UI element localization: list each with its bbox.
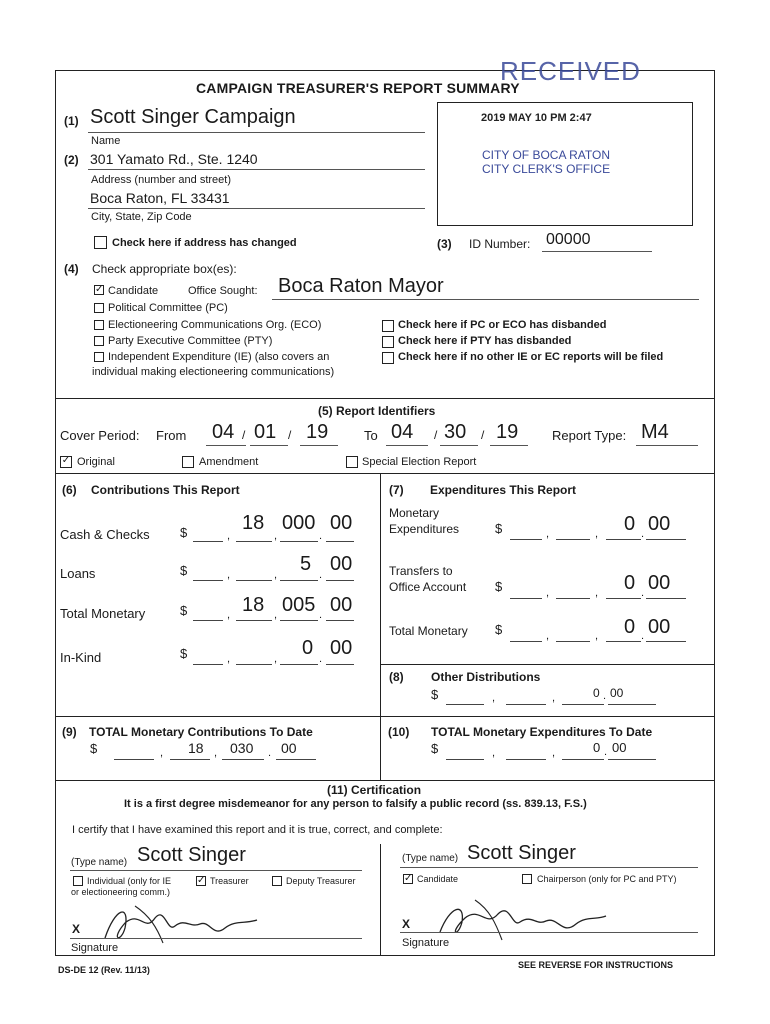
comma: , [595, 528, 599, 540]
section-10-number: (10) [388, 725, 410, 739]
pty-disbanded-checkbox[interactable] [382, 336, 394, 348]
ie-label-continued: individual making electioneering communications) [92, 366, 335, 378]
in-kind-value: 0 [302, 637, 314, 659]
pty-label: Party Executive Committee (PTY) [108, 335, 273, 347]
total-cents: 00 [330, 594, 353, 616]
stamp-city-line2: CITY CLERK'S OFFICE [482, 162, 611, 176]
individual-label: Individual (only for IE [87, 876, 172, 886]
dollar-sign: $ [90, 741, 98, 756]
section-9-number: (9) [62, 725, 77, 739]
pty-disbanded-label: Check here if PTY has disbanded [398, 335, 572, 347]
amendment-checkbox[interactable] [182, 456, 194, 468]
treasurer-checkbox[interactable]: ✓ [197, 875, 206, 886]
name-label: Name [91, 135, 121, 147]
no-other-ie-checkbox[interactable] [382, 352, 394, 364]
candidate-label: Candidate [108, 285, 159, 297]
form-id: DS-DE 12 (Rev. 11/13) [58, 965, 150, 975]
date-slash: / [434, 428, 438, 442]
ie-checkbox[interactable] [94, 352, 104, 362]
individual-checkbox[interactable] [73, 876, 83, 886]
dollar-sign: $ [431, 741, 439, 756]
original-label: Original [77, 456, 115, 468]
dollar-sign: $ [180, 646, 188, 661]
from-month: 04 [212, 421, 235, 443]
total-expenditures-to-date-title: TOTAL Monetary Expenditures To Date [431, 725, 653, 739]
left-signature-image [95, 898, 265, 948]
comma: , [546, 587, 550, 599]
right-signature-x: X [402, 917, 411, 931]
to-label: To [364, 428, 378, 443]
city-value: Boca Raton, FL 33431 [90, 190, 230, 206]
to-year: 19 [496, 421, 519, 443]
original-checkbox[interactable]: ✓ [61, 455, 71, 466]
dollar-sign: $ [180, 525, 188, 540]
comma: , [274, 609, 278, 621]
eco-label: Electioneering Communications Org. (ECO) [108, 319, 322, 331]
special-election-label: Special Election Report [362, 456, 477, 468]
comma: , [274, 653, 278, 665]
decimal: . [319, 530, 323, 542]
chairperson-label: Chairperson (only for PC and PTY) [537, 874, 677, 884]
comma: , [552, 692, 556, 704]
expenditures-total-label: Total Monetary [389, 624, 468, 638]
instructions-note: SEE REVERSE FOR INSTRUCTIONS [518, 960, 674, 970]
address-changed-label: Check here if address has changed [112, 237, 297, 249]
right-type-name-label: (Type name) [402, 853, 459, 864]
certify-statement: I certify that I have examined this report and it is true, correct, and complete: [72, 824, 443, 836]
misdemeanor-warning: It is a first degree misdemeanor for any person to falsify a public record (ss. 839.13, F.S.) [124, 798, 587, 810]
check-boxes-label: Check appropriate box(es): [92, 262, 237, 276]
certification-title: (11) Certification [327, 783, 422, 797]
pc-checkbox[interactable] [94, 303, 104, 313]
total-hundreds: 005 [282, 594, 316, 616]
in-kind-label: In-Kind [60, 650, 102, 665]
id-number-label: ID Number: [469, 237, 531, 251]
other-distributions-value: 0 [593, 686, 600, 700]
no-other-ie-label: Check here if no other IE or EC reports will be filed [398, 351, 664, 363]
contributions-to-date-hundreds: 030 [230, 740, 254, 756]
to-day: 30 [444, 421, 467, 443]
comma: , [492, 747, 496, 759]
comma: , [227, 530, 231, 542]
decimal: . [268, 747, 272, 759]
pc-eco-disbanded-label: Check here if PC or ECO has disbanded [398, 319, 607, 331]
comma: , [160, 747, 164, 759]
comma: , [227, 609, 231, 621]
deputy-treasurer-label: Deputy Treasurer [286, 876, 356, 886]
amendment-label: Amendment [199, 456, 259, 468]
date-slash: / [481, 428, 485, 442]
comma: , [595, 630, 599, 642]
section-4-number: (4) [64, 262, 79, 276]
total-contributions-to-date-title: TOTAL Monetary Contributions To Date [89, 725, 313, 739]
section-6-number: (6) [62, 483, 77, 497]
comma: , [274, 569, 278, 581]
stamp-city-line1: CITY OF BOCA RATON [482, 148, 611, 162]
campaign-name: Scott Singer Campaign [90, 106, 296, 128]
decimal: . [319, 569, 323, 581]
comma: , [595, 587, 599, 599]
comma: , [227, 569, 231, 581]
section-1-number: (1) [64, 114, 79, 128]
decimal: . [641, 630, 645, 642]
other-distributions-cents: 00 [610, 686, 624, 700]
from-year: 19 [306, 421, 329, 443]
monetary-label: Monetary [389, 506, 440, 520]
decimal: . [604, 746, 608, 758]
from-label: From [156, 428, 187, 443]
contributions-to-date-thousands: 18 [188, 740, 204, 756]
comma: , [227, 653, 231, 665]
other-distributions-title: Other Distributions [431, 670, 541, 684]
address-label: Address (number and street) [91, 174, 232, 186]
address-changed-checkbox[interactable] [94, 236, 107, 249]
left-type-name-label: (Type name) [71, 857, 128, 868]
contributions-title: Contributions This Report [91, 483, 240, 497]
candidate-checkbox[interactable]: ✓ [95, 284, 104, 295]
office-account-label: Office Account [389, 580, 467, 594]
total-monetary-label: Total Monetary [60, 606, 146, 621]
left-signature-label: Signature [71, 942, 119, 954]
decimal: . [641, 528, 645, 540]
left-signature-x: X [72, 922, 81, 936]
chairperson-checkbox[interactable] [522, 874, 532, 884]
expenditures-label: Expenditures [389, 522, 460, 536]
received-stamp: RECEIVED [500, 56, 641, 86]
right-candidate-label: Candidate [417, 874, 459, 884]
report-type-label: Report Type: [552, 428, 627, 443]
expenditures-total-value: 0 [624, 616, 636, 638]
pc-eco-disbanded-checkbox[interactable] [382, 320, 394, 332]
cash-cents: 00 [330, 512, 353, 534]
contributions-to-date-cents: 00 [281, 740, 297, 756]
right-signature-label: Signature [402, 937, 450, 949]
comma: , [546, 528, 550, 540]
date-slash: / [288, 428, 292, 442]
decimal: . [319, 653, 323, 665]
right-candidate-checkbox[interactable]: ✓ [404, 873, 413, 884]
decimal: . [603, 690, 607, 702]
cover-period-label: Cover Period: [60, 428, 140, 443]
treasurer-label: Treasurer [210, 876, 249, 886]
comma: , [214, 747, 218, 759]
pc-label: Political Committee (PC) [108, 302, 228, 314]
loans-label: Loans [60, 566, 96, 581]
deputy-treasurer-checkbox[interactable] [272, 876, 282, 886]
dollar-sign: $ [180, 603, 188, 618]
in-kind-cents: 00 [330, 637, 353, 659]
cash-hundreds: 000 [282, 512, 316, 534]
monetary-expenditures-cents: 00 [648, 513, 671, 535]
dollar-sign: $ [431, 687, 439, 702]
section-7-number: (7) [389, 483, 404, 497]
from-day: 01 [254, 421, 277, 443]
eco-checkbox[interactable] [94, 320, 104, 330]
cash-thousands: 18 [242, 512, 265, 534]
decimal: . [319, 609, 323, 621]
form-title: CAMPAIGN TREASURER'S REPORT SUMMARY [196, 80, 520, 96]
transfers-label: Transfers to [389, 564, 453, 578]
loans-hundreds: 5 [300, 553, 312, 575]
comma: , [492, 692, 496, 704]
dollar-sign: $ [495, 521, 503, 536]
report-identifiers-title: (5) Report Identifiers [318, 404, 436, 418]
office-sought-label: Office Sought: [188, 285, 258, 297]
ie-label: Independent Expenditure (IE) (also covers an [108, 351, 330, 363]
expenditures-title: Expenditures This Report [430, 483, 577, 497]
pty-checkbox[interactable] [94, 336, 104, 346]
city-label: City, State, Zip Code [91, 211, 192, 223]
loans-cents: 00 [330, 553, 353, 575]
expenditures-total-cents: 00 [648, 616, 671, 638]
dollar-sign: $ [495, 622, 503, 637]
cash-checks-label: Cash & Checks [60, 527, 150, 542]
section-3-number: (3) [437, 237, 452, 251]
address-value: 301 Yamato Rd., Ste. 1240 [90, 151, 258, 167]
special-election-checkbox[interactable] [346, 456, 358, 468]
comma: , [552, 747, 556, 759]
section-8-number: (8) [389, 670, 404, 684]
right-signer-name: Scott Singer [467, 842, 576, 864]
comma: , [274, 530, 278, 542]
office-sought-value: Boca Raton Mayor [278, 275, 444, 297]
monetary-expenditures-value: 0 [624, 513, 636, 535]
comma: , [546, 630, 550, 642]
date-slash: / [242, 428, 246, 442]
dollar-sign: $ [495, 579, 503, 594]
dollar-sign: $ [180, 563, 188, 578]
expenditures-to-date-cents: 00 [612, 740, 627, 755]
report-type-value: M4 [641, 421, 669, 443]
individual-label-continued: or electioneering comm.) [71, 887, 171, 897]
total-thousands: 18 [242, 594, 265, 616]
stamp-date: 2019 MAY 10 PM 2:47 [481, 112, 592, 124]
section-2-number: (2) [64, 153, 79, 167]
decimal: . [641, 587, 645, 599]
to-month: 04 [391, 421, 414, 443]
transfers-value: 0 [624, 572, 636, 594]
expenditures-to-date-value: 0 [593, 740, 601, 755]
left-signer-name: Scott Singer [137, 844, 246, 866]
id-number-value: 00000 [546, 231, 591, 248]
transfers-cents: 00 [648, 572, 671, 594]
